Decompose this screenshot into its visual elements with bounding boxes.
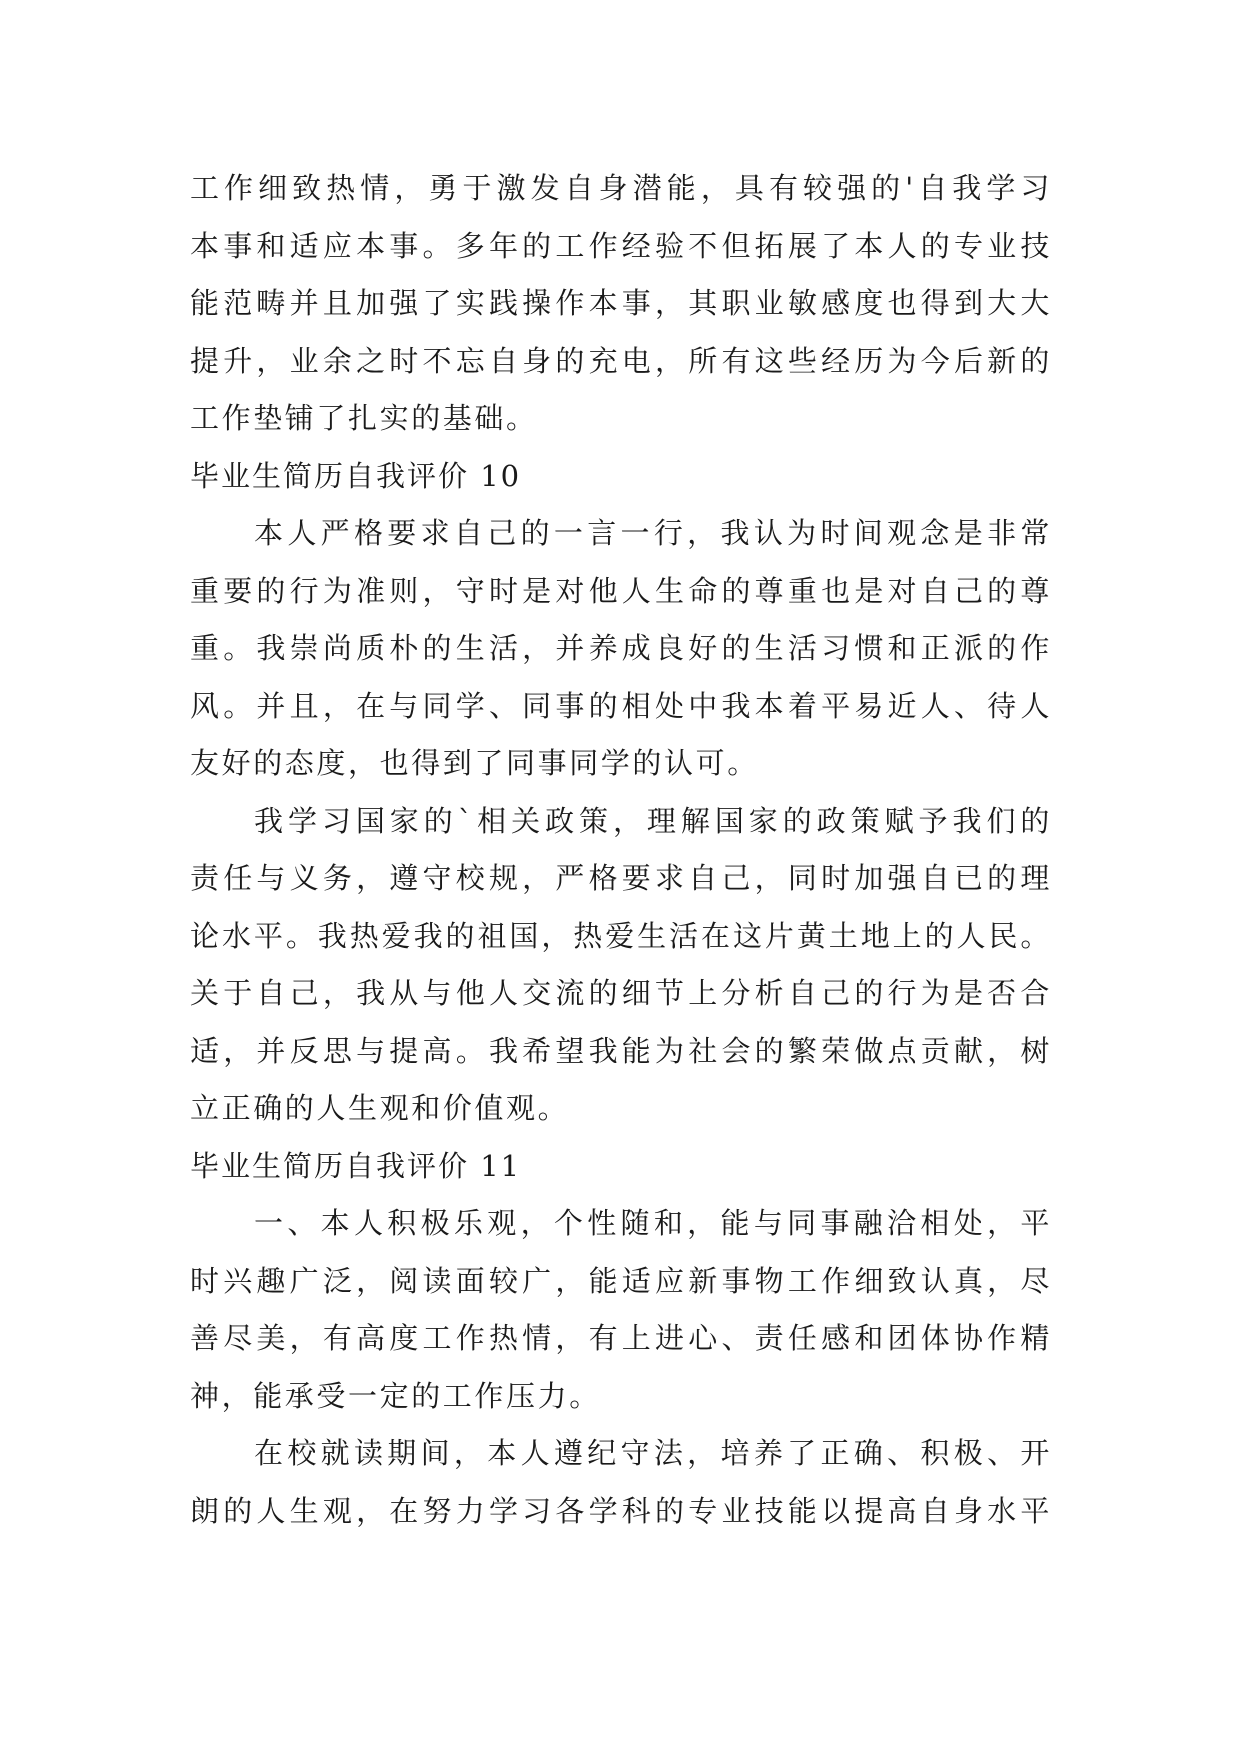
text-line: 在校就读期间，本人遵纪守法，培养了正确、积极、开 [254, 1436, 1052, 1470]
paragraph [190, 160, 1052, 448]
text-line: 本事和适应本事。多年的工作经验不但拓展了本人的专业技 [190, 228, 1052, 263]
text-line: 立正确的人生观和价值观。 [190, 1091, 570, 1125]
text-line: 能范畴并且加强了实践操作本事，其职业敏感度也得到大大 [190, 286, 1052, 320]
text-line: 工作垫铺了扎实的基础。 [190, 401, 538, 435]
text-line: 适，并反思与提高。我希望我能为社会的繁荣做点贡献，树 [190, 1033, 1052, 1068]
text-line: 提升，业余之时不忘自身的充电，所有这些经历为今后新的 [190, 343, 1052, 378]
paragraph [190, 1425, 1052, 1540]
text-line: 重。我崇尚质朴的生活，并养成良好的生活习惯和正派的作 [190, 631, 1052, 665]
text-line: 论水平。我热爱我的祖国，热爱生活在这片黄土地上的人民。 [190, 918, 1052, 953]
paragraph [190, 1195, 1052, 1425]
text-line: 本人严格要求自己的一言一行，我认为时间观念是非常 [254, 516, 1052, 550]
text-line: 友好的态度，也得到了同事同学的认可。 [190, 746, 759, 780]
text-line: 工作细致热情，勇于激发自身潜能，具有较强的'自我学习 [190, 171, 1052, 205]
text-line: 一、本人积极乐观，个性随和，能与同事融洽相处，平 [254, 1206, 1052, 1240]
section-heading: 毕业生简历自我评价 11 [190, 1148, 522, 1183]
text-line: 善尽美，有高度工作热情，有上进心、责任感和团体协作精 [190, 1321, 1052, 1355]
text-line: 风。并且，在与同学、同事的相处中我本着平易近人、待人 [190, 688, 1052, 723]
paragraph [190, 505, 1052, 793]
text-line: 责任与义务，遵守校规，严格要求自己，同时加强自已的理 [190, 861, 1052, 895]
text-line: 重要的行为准则，守时是对他人生命的尊重也是对自己的尊 [190, 573, 1052, 608]
text-line: 关于自己，我从与他人交流的细节上分析自己的行为是否合 [190, 976, 1052, 1010]
document-page [190, 160, 1052, 1540]
text-line: 我学习国家的`相关政策，理解国家的政策赋予我们的 [254, 803, 1052, 838]
text-line: 时兴趣广泛，阅读面较广，能适应新事物工作细致认真，尽 [190, 1263, 1052, 1298]
text-line: 神，能承受一定的工作压力。 [190, 1378, 601, 1413]
text-line: 朗的人生观，在努力学习各学科的专业技能以提高自身水平 [190, 1493, 1052, 1528]
section-heading: 毕业生简历自我评价 10 [190, 458, 522, 493]
paragraph [190, 793, 1052, 1138]
